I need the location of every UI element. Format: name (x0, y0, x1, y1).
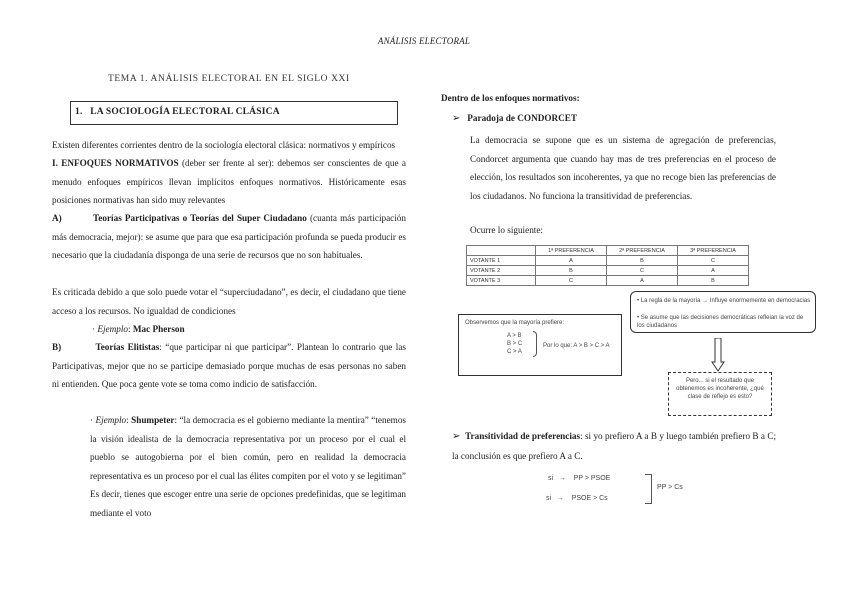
preferences-table (466, 245, 749, 286)
table-header-cell: 1ª PREFERENCIA (536, 246, 607, 256)
formula-si: si (548, 475, 554, 482)
formula-line-1 (548, 475, 610, 482)
section-heading-box (70, 101, 398, 125)
section-number: 1. (75, 107, 83, 117)
bullet-dot-icon: • (637, 298, 640, 304)
table-cell: C (678, 256, 749, 266)
theory-b-heading: Teorías Elitistas (95, 342, 160, 352)
page-header: ANÁLISIS ELECTORAL (377, 36, 471, 46)
theory-a-paragraph (52, 209, 406, 265)
table-cell: VOTANTE 1 (467, 256, 536, 266)
right-intro-heading: Dentro de los enfoques normativos: (441, 93, 580, 103)
example-1: · Ejemplo: Mac Pherson (92, 324, 185, 334)
majority-rule-box (630, 291, 816, 333)
bullet-item (637, 298, 811, 306)
table-cell: VOTANTE 2 (467, 266, 536, 276)
formula-conclusion: PP > Cs (657, 484, 683, 491)
table-header-row (467, 246, 749, 256)
intro-paragraph: Existen diferentes corrientes dentro de la sociología electoral clásica: normativos y empíricos (52, 140, 396, 150)
theory-b-text: : “que participar ni que participar”. Plantean lo contrario que las Participativas, mejor que no se participe demasiado porque muchas de esas personas no saben ni entienden. Que poca gente vote se toma como indicio de satisfacción. (52, 342, 406, 389)
arrow-right-icon: → (558, 475, 566, 482)
formula-eq: PP > PSOE (573, 475, 611, 482)
paradoja-heading-line (452, 113, 577, 124)
theory-b-letter: B) (52, 342, 62, 352)
table-cell: B (536, 266, 607, 276)
example-1-label: Ejemplo (97, 324, 128, 334)
example-1-name: Mac Pherson (132, 324, 185, 334)
down-arrow-icon (711, 338, 725, 372)
ocurre-text: Ocurre lo siguiente: (470, 225, 543, 235)
observation-title: Observemos que la mayoría prefiere: (465, 320, 565, 326)
observation-line: C > A (507, 349, 522, 355)
theory-a-heading: Teorías Participativas o Teorías del Super Ciudadano (93, 213, 307, 223)
observation-lines (507, 332, 522, 356)
formula-bracket (645, 474, 652, 504)
formula-eq: PSOE > Cs (571, 495, 608, 502)
example-2-text: : “la democracia es el gobierno mediante la mentira” “tenemos la visión idealista de la democracia representativa por un proceso por el cual el pueblo se autogobierna por el bien común, pero en realidad la democracia representativa es un proceso por el cual las élites compiten por el voto y se legitiman” Es decir, tienes que escoger entre una serie de opciones predefinidas, que se legitiman mediante el voto (90, 415, 406, 518)
table-header-cell: 3ª PREFERENCIA (678, 246, 749, 256)
table-cell: C (536, 276, 607, 286)
arrow-right-icon: → (556, 495, 564, 502)
formula-si: si (546, 495, 552, 502)
theory-a-text: (cuanta más participación más democracia, mejor): se asume que para que esa participación profunda se pueda producir es necesario que la ciudadanía disponga de una serie de recursos que no son habituales. (52, 213, 406, 260)
table-header-cell: 2ª PREFERENCIA (607, 246, 678, 256)
table-cell: A (678, 266, 749, 276)
section-label: LA SOCIOLOGÍA ELECTORAL CLÁSICA (90, 107, 280, 117)
observation-line: A > B (507, 333, 522, 339)
theory-a-letter: A) (52, 213, 62, 223)
transitividad-paragraph (452, 427, 776, 465)
table-row (467, 266, 749, 276)
bullet-dot-icon: • (637, 315, 640, 321)
paradoja-paragraph: La democracia se supone que es un sistema de agregación de preferencias, Condorcet argumenta que cuando hay mas de tres preferencias en el proceso de elección, los resultados son incoherentes, ya que no recoge bien las preferencias de los ciudadanos. No funciona la transitividad de preferencias. (470, 135, 776, 201)
table-cell: A (607, 276, 678, 286)
observation-box (458, 314, 622, 376)
observation-line: B > C (507, 341, 523, 347)
question-box: Pero... si el resultado que obtenemos es incoherente, ¿qué clase de reflejo es esto? (668, 372, 772, 416)
enfoques-paragraph (52, 154, 406, 210)
bullet-arrow-icon: ➢ (452, 113, 461, 124)
table-header-cell (467, 246, 536, 256)
bullet-text: Se asume que las decisiones democráticas refleian la voz de los ciudadanos (637, 315, 804, 329)
bullet-item (637, 315, 811, 330)
table-row (467, 256, 749, 266)
observation-conclusion: Por lo que: A > B > C > A (543, 343, 610, 349)
table-cell: A (536, 256, 607, 266)
table-cell: B (607, 256, 678, 266)
transitividad-heading: Transitividad de preferencias (465, 431, 581, 441)
formula-line-2 (546, 495, 608, 502)
bullet-text: La regla de la mayoría → Influye enormemente en democracias (640, 298, 811, 304)
bullet-arrow-icon: ➢ (452, 431, 461, 442)
enfoques-text: (deber ser frente al ser): debemos ser conscientes de que a menudo enfoques empíricos llevan implícitos enfoques normativos. Históricamente esas posiciones normativas han sido muy relevantes (52, 158, 406, 205)
example-2-name: Shumpeter (131, 415, 175, 425)
table-cell: VOTANTE 3 (467, 276, 536, 286)
page-title: TEMA 1. ANÁLISIS ELECTORAL EN EL SIGLO XXI (108, 74, 350, 84)
table-row (467, 276, 749, 286)
paradoja-heading: Paradoja de CONDORCET (467, 113, 578, 123)
example-2-label: Ejemplo (95, 415, 127, 425)
transitividad-text: : si yo prefiero A a B y luego también prefiero B a C; la conclusión es que prefiero A a C. (452, 431, 777, 461)
example-2: · Ejemplo: Shumpeter: “la democracia es el gobierno mediante la mentira” “tenemos la visión idealista de la democracia representativa por un proceso por el cual el pueblo se autogobierna por el bien común, pero en realidad la democracia representativa es un proceso por el cual las élites compiten por el voto y se legitiman” Es decir, tienes que escoger entre una serie de opciones predefinidas, que se legitiman mediante el voto (90, 415, 406, 518)
critica-paragraph: Es criticada debido a que solo puede votar el “superciudadano”, es decir, el ciudadano que tiene acceso a los recursos. No igualdad de condiciones (52, 287, 406, 316)
table-cell: B (678, 276, 749, 286)
enfoques-heading: I. ENFOQUES NORMATIVOS (52, 158, 179, 168)
table-cell: C (607, 266, 678, 276)
theory-b-paragraph (52, 338, 406, 394)
brace-icon (533, 331, 537, 357)
